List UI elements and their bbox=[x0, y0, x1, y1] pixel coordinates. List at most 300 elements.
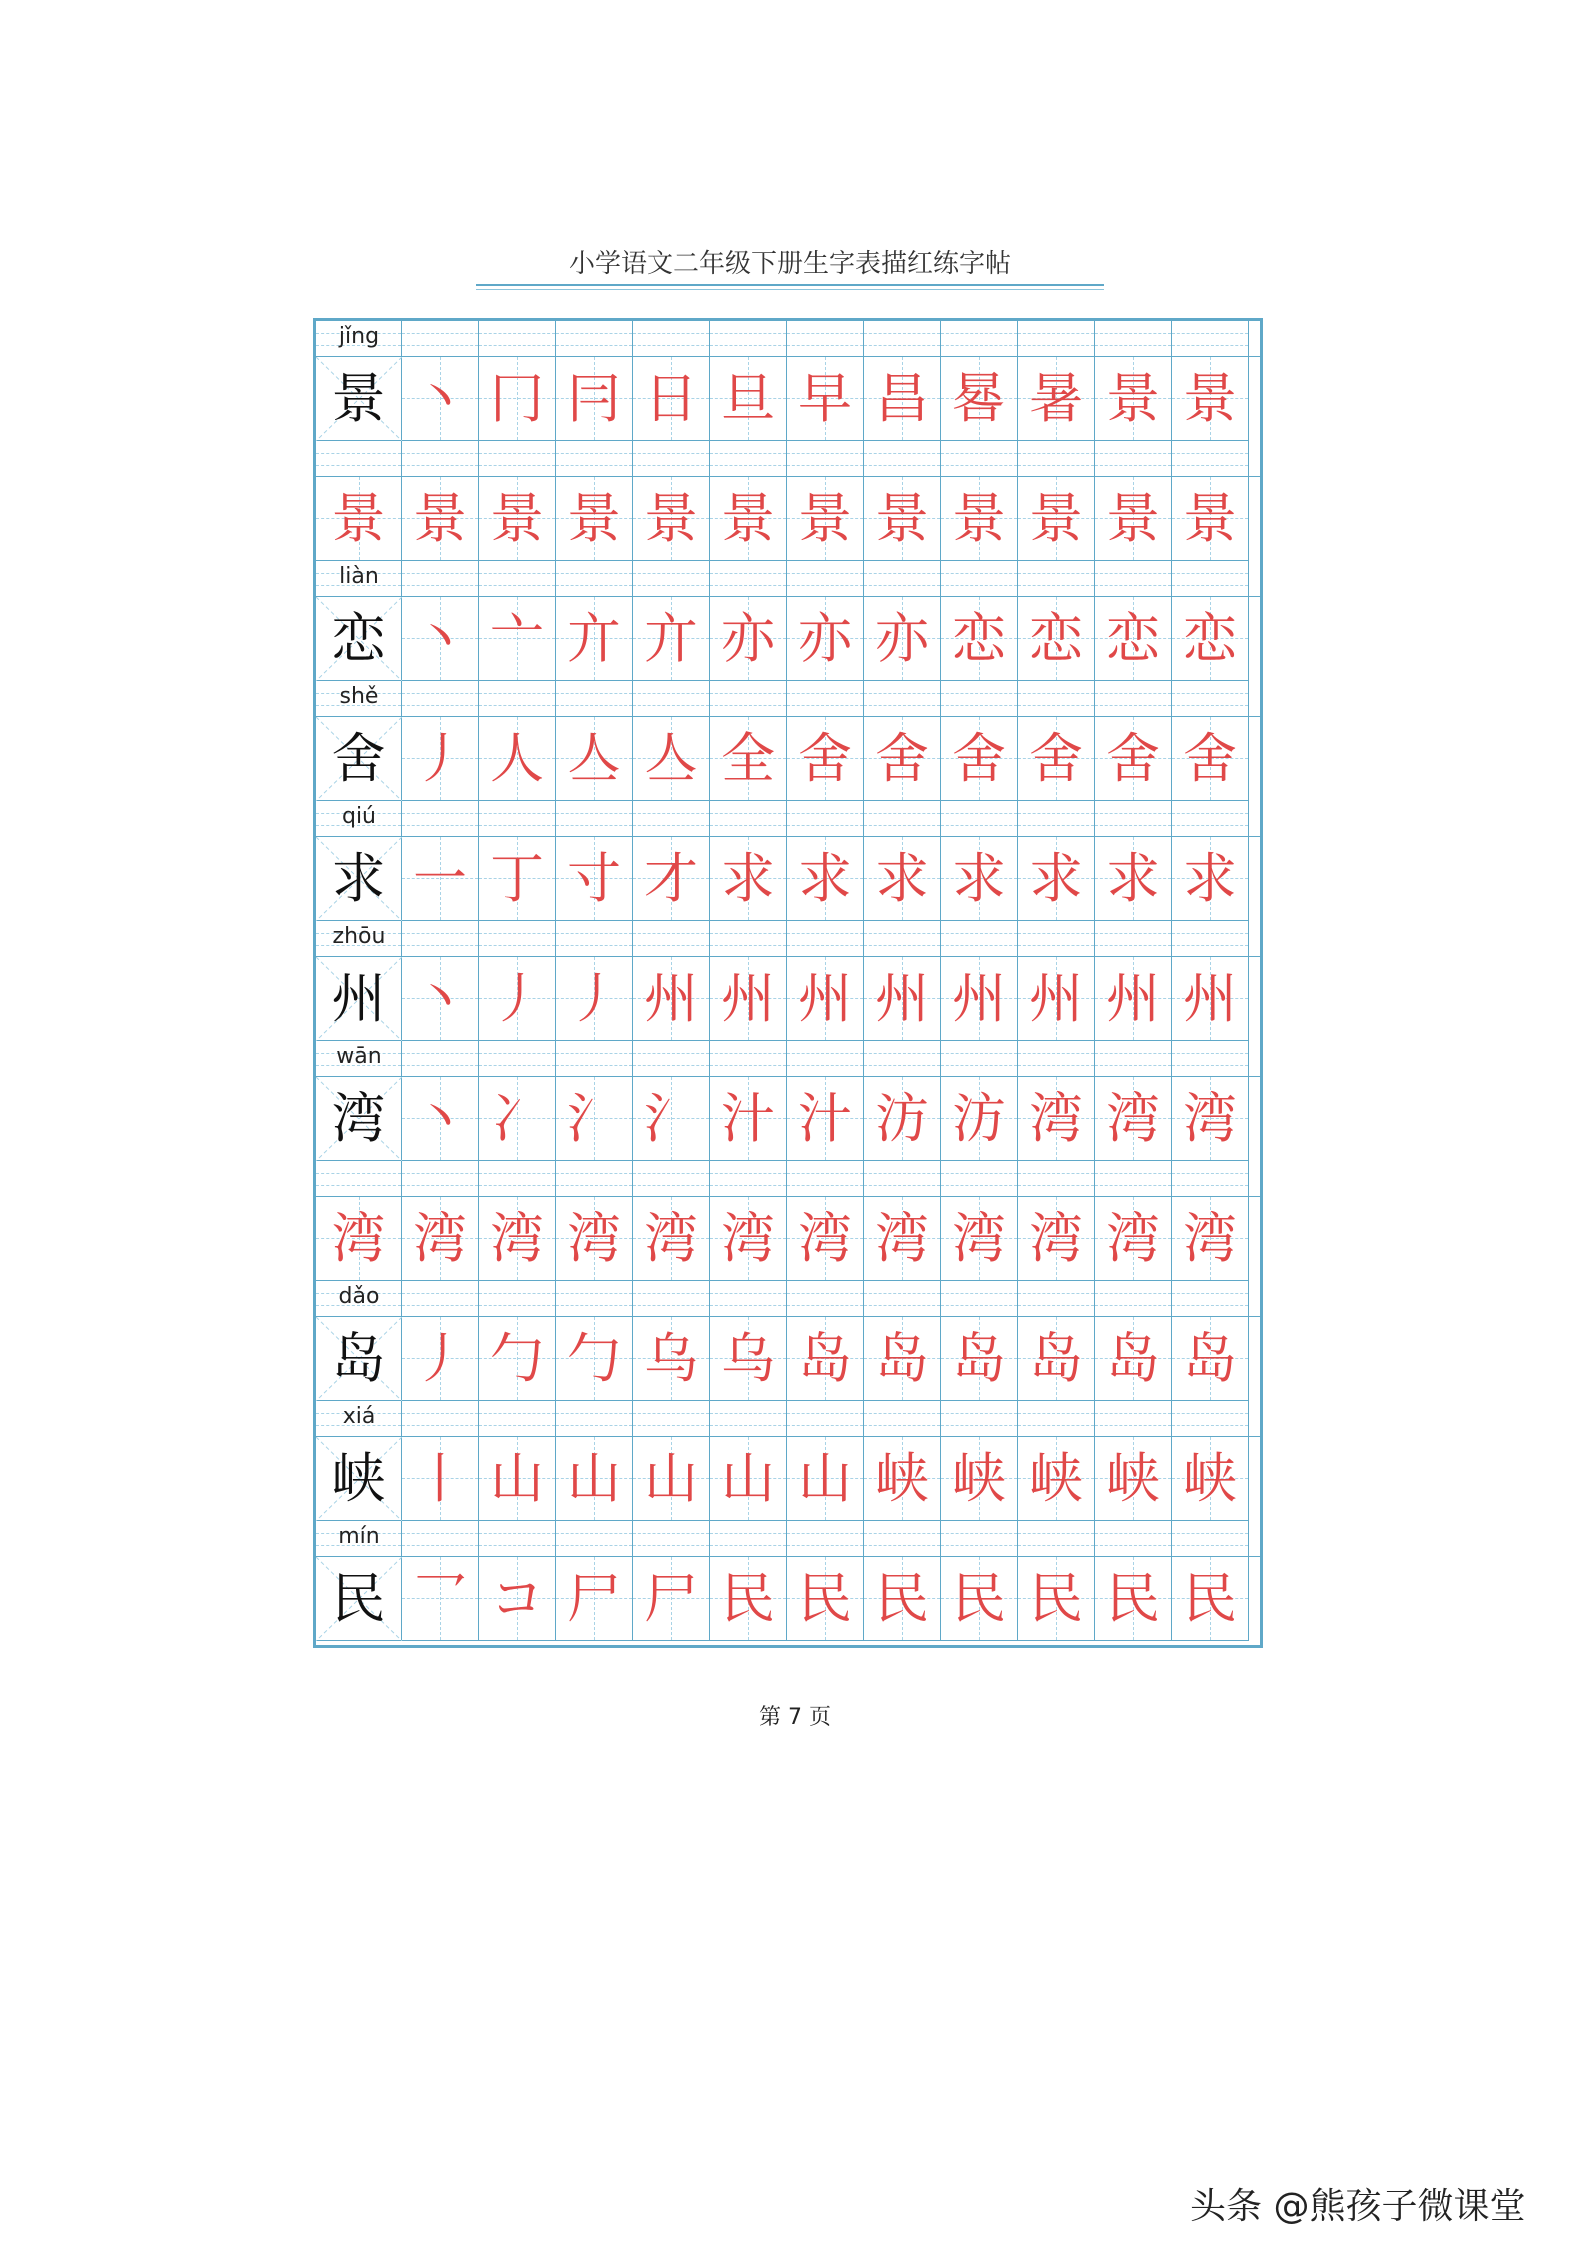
trace-character: 冃 bbox=[567, 367, 621, 430]
practice-row bbox=[316, 1521, 1260, 1641]
pinyin-band bbox=[316, 1161, 1260, 1197]
trace-character-cell bbox=[941, 1197, 1018, 1281]
trace-character-cell bbox=[941, 357, 1018, 441]
trace-character: 峡 bbox=[875, 1447, 929, 1510]
practice-row bbox=[316, 441, 1260, 561]
model-character-cell bbox=[316, 1317, 402, 1401]
trace-character: 山 bbox=[490, 1447, 544, 1510]
trace-character-cell bbox=[710, 1077, 787, 1161]
trace-character: 丿 bbox=[413, 1327, 467, 1390]
trace-character-cell bbox=[941, 837, 1018, 921]
trace-character: 州 bbox=[644, 967, 698, 1030]
trace-character-cell bbox=[710, 837, 787, 921]
trace-character-cell bbox=[402, 957, 479, 1041]
trace-character: 尸 bbox=[567, 1567, 621, 1630]
trace-character: 亦 bbox=[798, 607, 852, 670]
trace-character-cell bbox=[710, 597, 787, 681]
trace-character-cell bbox=[479, 597, 556, 681]
trace-character: 舍 bbox=[1029, 727, 1083, 790]
trace-character: 湾 bbox=[875, 1207, 929, 1270]
trace-character: 湾 bbox=[1183, 1087, 1237, 1150]
trace-character: 昌 bbox=[875, 367, 929, 430]
trace-character: 汁 bbox=[798, 1087, 852, 1150]
trace-character-cell bbox=[864, 837, 941, 921]
trace-character: 丶 bbox=[413, 1087, 467, 1150]
model-character-cell bbox=[316, 1437, 402, 1521]
trace-character: 湾 bbox=[1106, 1207, 1160, 1270]
trace-character-cell bbox=[402, 1197, 479, 1281]
model-character-cell bbox=[316, 1197, 402, 1281]
trace-character-cell bbox=[479, 477, 556, 561]
trace-character-cell bbox=[1172, 1077, 1249, 1161]
trace-character-cell bbox=[1172, 357, 1249, 441]
trace-character: 旦 bbox=[721, 367, 775, 430]
trace-character: 恋 bbox=[1029, 607, 1083, 670]
trace-character-cell bbox=[1095, 1437, 1172, 1521]
pinyin-label: xiá bbox=[342, 1404, 376, 1429]
trace-character: 湾 bbox=[331, 1207, 386, 1270]
trace-character: 汸 bbox=[952, 1087, 1006, 1150]
trace-character: 湾 bbox=[1183, 1207, 1237, 1270]
trace-character: 勹 bbox=[490, 1327, 544, 1390]
practice-row bbox=[316, 681, 1260, 801]
trace-character: 景 bbox=[875, 487, 929, 550]
trace-character-cell bbox=[1172, 1317, 1249, 1401]
trace-character: 早 bbox=[798, 367, 852, 430]
trace-character: 乌 bbox=[721, 1327, 775, 1390]
trace-character: 景 bbox=[952, 487, 1006, 550]
practice-row bbox=[316, 1161, 1260, 1281]
trace-character: 湾 bbox=[721, 1207, 775, 1270]
trace-character: 亼 bbox=[567, 727, 621, 790]
trace-character-cell bbox=[633, 597, 710, 681]
trace-character-cell bbox=[710, 357, 787, 441]
trace-character: 景 bbox=[331, 487, 386, 550]
model-character-cell bbox=[316, 477, 402, 561]
pinyin-band bbox=[316, 321, 1260, 357]
model-character-cell bbox=[316, 1077, 402, 1161]
pinyin-band bbox=[316, 801, 1260, 837]
trace-character: 求 bbox=[875, 847, 929, 910]
trace-character-cell bbox=[556, 1557, 633, 1641]
trace-character-cell bbox=[787, 1317, 864, 1401]
trace-character-cell bbox=[941, 1557, 1018, 1641]
trace-character-cell bbox=[402, 1557, 479, 1641]
trace-character-cell bbox=[402, 357, 479, 441]
trace-character-cell bbox=[1172, 1197, 1249, 1281]
trace-character-cell bbox=[864, 597, 941, 681]
trace-character: 峡 bbox=[1106, 1447, 1160, 1510]
trace-character-cell bbox=[787, 477, 864, 561]
trace-character: 湾 bbox=[798, 1207, 852, 1270]
trace-character-cell bbox=[402, 477, 479, 561]
trace-character: 丿 bbox=[567, 967, 621, 1030]
trace-character: 山 bbox=[567, 1447, 621, 1510]
trace-character-cell bbox=[864, 1557, 941, 1641]
trace-character-cell bbox=[479, 1197, 556, 1281]
trace-character-cell bbox=[633, 1077, 710, 1161]
trace-character-cell bbox=[1172, 957, 1249, 1041]
trace-character: 全 bbox=[721, 727, 775, 790]
trace-character-cell bbox=[1018, 1437, 1095, 1521]
trace-character-cell bbox=[787, 1197, 864, 1281]
trace-character-cell bbox=[1172, 1557, 1249, 1641]
trace-character-cell bbox=[633, 1317, 710, 1401]
trace-character: 湾 bbox=[1029, 1207, 1083, 1270]
trace-character: 乌 bbox=[644, 1327, 698, 1390]
trace-character-cell bbox=[1095, 597, 1172, 681]
trace-character: 舍 bbox=[1183, 727, 1237, 790]
trace-character-cell bbox=[556, 597, 633, 681]
trace-character-cell bbox=[710, 1557, 787, 1641]
trace-character: 州 bbox=[952, 967, 1006, 1030]
trace-character-cell bbox=[479, 357, 556, 441]
trace-character: 勹 bbox=[567, 1327, 621, 1390]
trace-character-cell bbox=[1018, 717, 1095, 801]
trace-character: 景 bbox=[567, 487, 621, 550]
pinyin-band bbox=[316, 1401, 1260, 1437]
trace-character: 人 bbox=[490, 727, 544, 790]
pinyin-label: wān bbox=[336, 1044, 382, 1069]
trace-character: 丿 bbox=[413, 727, 467, 790]
trace-character-cell bbox=[1095, 1077, 1172, 1161]
trace-character-cell bbox=[941, 1077, 1018, 1161]
trace-character: 民 bbox=[798, 1567, 852, 1630]
trace-character-cell bbox=[1172, 837, 1249, 921]
practice-sheet bbox=[313, 318, 1263, 1648]
trace-character: 舍 bbox=[798, 727, 852, 790]
trace-character-cell bbox=[479, 1437, 556, 1521]
trace-character: 舍 bbox=[875, 727, 929, 790]
model-character-cell bbox=[316, 837, 402, 921]
trace-character-cell bbox=[1018, 1077, 1095, 1161]
trace-character-cell bbox=[479, 717, 556, 801]
pinyin-band bbox=[316, 1521, 1260, 1557]
trace-character: 景 bbox=[413, 487, 467, 550]
trace-character-cell bbox=[479, 837, 556, 921]
trace-character-cell bbox=[941, 1317, 1018, 1401]
trace-character-cell bbox=[402, 1317, 479, 1401]
trace-character-cell bbox=[710, 957, 787, 1041]
title-rule bbox=[476, 284, 1104, 286]
trace-character-cell bbox=[864, 1437, 941, 1521]
trace-character-cell bbox=[633, 477, 710, 561]
trace-character: 亼 bbox=[644, 727, 698, 790]
trace-character: 丶 bbox=[413, 367, 467, 430]
practice-row bbox=[316, 801, 1260, 921]
trace-character: 乛 bbox=[413, 1567, 467, 1630]
trace-character-cell bbox=[787, 1437, 864, 1521]
practice-row bbox=[316, 561, 1260, 681]
pinyin-label: mín bbox=[338, 1524, 380, 1549]
trace-character: 州 bbox=[1029, 967, 1083, 1030]
model-character: 湾 bbox=[331, 1087, 386, 1150]
model-character-cell bbox=[316, 357, 402, 441]
trace-character-cell bbox=[633, 1197, 710, 1281]
trace-character-cell bbox=[787, 837, 864, 921]
trace-character: 湾 bbox=[644, 1207, 698, 1270]
pinyin-band bbox=[316, 441, 1260, 477]
trace-character-cell bbox=[556, 717, 633, 801]
trace-character: 景 bbox=[644, 487, 698, 550]
trace-character: 峡 bbox=[952, 1447, 1006, 1510]
model-character: 民 bbox=[331, 1567, 386, 1630]
trace-character: 州 bbox=[721, 967, 775, 1030]
trace-character: 尸 bbox=[644, 1567, 698, 1630]
trace-character: 民 bbox=[875, 1567, 929, 1630]
practice-row bbox=[316, 921, 1260, 1041]
trace-character: 岛 bbox=[798, 1327, 852, 1390]
trace-character-cell bbox=[1095, 1197, 1172, 1281]
trace-character-cell bbox=[710, 1437, 787, 1521]
trace-character-cell bbox=[710, 717, 787, 801]
trace-character: 湾 bbox=[490, 1207, 544, 1270]
trace-character-cell bbox=[633, 357, 710, 441]
trace-character-cell bbox=[1018, 837, 1095, 921]
trace-character: 亦 bbox=[721, 607, 775, 670]
trace-character-cell bbox=[864, 477, 941, 561]
trace-character-cell bbox=[864, 1197, 941, 1281]
trace-character: 求 bbox=[1183, 847, 1237, 910]
trace-character: 州 bbox=[1183, 967, 1237, 1030]
trace-character-cell bbox=[556, 1077, 633, 1161]
trace-character: 州 bbox=[875, 967, 929, 1030]
trace-character: 冂 bbox=[490, 367, 544, 430]
trace-character-cell bbox=[864, 357, 941, 441]
trace-character-cell bbox=[1095, 477, 1172, 561]
trace-character: 求 bbox=[952, 847, 1006, 910]
pinyin-label: liàn bbox=[339, 564, 379, 589]
trace-character-cell bbox=[710, 1197, 787, 1281]
practice-row bbox=[316, 1281, 1260, 1401]
trace-character: 求 bbox=[721, 847, 775, 910]
trace-character: 州 bbox=[798, 967, 852, 1030]
trace-character-cell bbox=[402, 717, 479, 801]
trace-character-cell bbox=[710, 477, 787, 561]
model-character-cell bbox=[316, 957, 402, 1041]
trace-character: 氵 bbox=[567, 1087, 621, 1150]
page-title: 小学语文二年级下册生字表描红练字帖 bbox=[568, 249, 1011, 279]
trace-character: 氵 bbox=[644, 1087, 698, 1150]
model-character: 景 bbox=[331, 367, 386, 430]
trace-character: 湾 bbox=[1106, 1087, 1160, 1150]
trace-character-cell bbox=[556, 477, 633, 561]
trace-character: 日 bbox=[644, 367, 698, 430]
trace-character: 求 bbox=[1029, 847, 1083, 910]
pinyin-label: zhōu bbox=[332, 924, 386, 949]
trace-character-cell bbox=[556, 957, 633, 1041]
trace-character-cell bbox=[402, 1437, 479, 1521]
trace-character-cell bbox=[864, 957, 941, 1041]
trace-character-cell bbox=[787, 597, 864, 681]
trace-character: 景 bbox=[721, 487, 775, 550]
pinyin-label: shě bbox=[339, 684, 379, 709]
trace-character: 恋 bbox=[1183, 607, 1237, 670]
trace-character: 丨 bbox=[413, 1447, 467, 1510]
trace-character: 山 bbox=[798, 1447, 852, 1510]
trace-character-cell bbox=[479, 1557, 556, 1641]
trace-character-cell bbox=[1018, 1557, 1095, 1641]
trace-character-cell bbox=[941, 597, 1018, 681]
model-character: 岛 bbox=[331, 1327, 386, 1390]
trace-character-cell bbox=[633, 1437, 710, 1521]
trace-character-cell bbox=[556, 837, 633, 921]
page-number: 第 7 页 bbox=[759, 1705, 831, 1730]
trace-character: 才 bbox=[644, 847, 698, 910]
trace-character: 晷 bbox=[952, 367, 1006, 430]
trace-character: 峡 bbox=[1183, 1447, 1237, 1510]
trace-character: 丶 bbox=[413, 967, 467, 1030]
trace-character: 湾 bbox=[567, 1207, 621, 1270]
trace-character: 亣 bbox=[644, 607, 698, 670]
trace-character-cell bbox=[402, 837, 479, 921]
trace-character: 民 bbox=[1183, 1567, 1237, 1630]
trace-character: 民 bbox=[952, 1567, 1006, 1630]
trace-character-cell bbox=[1018, 1197, 1095, 1281]
trace-character: コ bbox=[490, 1567, 544, 1630]
trace-character-cell bbox=[1095, 837, 1172, 921]
practice-row bbox=[316, 1401, 1260, 1521]
trace-character: 岛 bbox=[952, 1327, 1006, 1390]
trace-character-cell bbox=[864, 1077, 941, 1161]
trace-character: 民 bbox=[1029, 1567, 1083, 1630]
pinyin-label: qiú bbox=[341, 804, 377, 829]
pinyin-band bbox=[316, 921, 1260, 957]
trace-character: 恋 bbox=[1106, 607, 1160, 670]
trace-character-cell bbox=[402, 1077, 479, 1161]
trace-character: 景 bbox=[1106, 367, 1160, 430]
trace-character-cell bbox=[787, 717, 864, 801]
trace-character-cell bbox=[787, 957, 864, 1041]
trace-character: 丶 bbox=[413, 607, 467, 670]
trace-character: 舍 bbox=[952, 727, 1006, 790]
trace-character-cell bbox=[402, 597, 479, 681]
trace-character: 汁 bbox=[721, 1087, 775, 1150]
trace-character-cell bbox=[787, 357, 864, 441]
trace-character-cell bbox=[556, 1317, 633, 1401]
trace-character: 恋 bbox=[952, 607, 1006, 670]
model-character: 峡 bbox=[331, 1447, 386, 1510]
trace-character: 亦 bbox=[875, 607, 929, 670]
trace-character: 民 bbox=[1106, 1567, 1160, 1630]
trace-character-cell bbox=[864, 717, 941, 801]
trace-character: 景 bbox=[490, 487, 544, 550]
trace-character: 求 bbox=[1106, 847, 1160, 910]
trace-character: 寸 bbox=[567, 847, 621, 910]
trace-character-cell bbox=[1095, 1317, 1172, 1401]
model-character-cell bbox=[316, 1557, 402, 1641]
trace-character-cell bbox=[787, 1557, 864, 1641]
trace-character-cell bbox=[1095, 717, 1172, 801]
trace-character-cell bbox=[941, 477, 1018, 561]
trace-character-cell bbox=[556, 1437, 633, 1521]
trace-character: 山 bbox=[721, 1447, 775, 1510]
trace-character-cell bbox=[556, 1197, 633, 1281]
trace-character: 州 bbox=[1106, 967, 1160, 1030]
trace-character: 湾 bbox=[1029, 1087, 1083, 1150]
trace-character: 岛 bbox=[1029, 1327, 1083, 1390]
trace-character-cell bbox=[1018, 957, 1095, 1041]
trace-character-cell bbox=[941, 957, 1018, 1041]
trace-character: 景 bbox=[1183, 487, 1237, 550]
pinyin-band bbox=[316, 1281, 1260, 1317]
trace-character-cell bbox=[1018, 597, 1095, 681]
trace-character: 岛 bbox=[875, 1327, 929, 1390]
model-character-cell bbox=[316, 717, 402, 801]
trace-character-cell bbox=[1172, 477, 1249, 561]
pinyin-label: dǎo bbox=[338, 1284, 380, 1309]
trace-character: 景 bbox=[1029, 487, 1083, 550]
trace-character-cell bbox=[1172, 717, 1249, 801]
trace-character-cell bbox=[1172, 1437, 1249, 1521]
trace-character: 景 bbox=[1183, 367, 1237, 430]
pinyin-band bbox=[316, 681, 1260, 717]
trace-character-cell bbox=[1095, 357, 1172, 441]
model-character: 舍 bbox=[331, 727, 386, 790]
trace-character: 民 bbox=[721, 1567, 775, 1630]
pinyin-label: jǐng bbox=[338, 324, 380, 349]
trace-character: 峡 bbox=[1029, 1447, 1083, 1510]
trace-character-cell bbox=[864, 1317, 941, 1401]
trace-character: 一 bbox=[413, 847, 467, 910]
watermark: 头条 @熊孩子微课堂 bbox=[1190, 2186, 1526, 2227]
trace-character-cell bbox=[1018, 477, 1095, 561]
trace-character-cell bbox=[1172, 597, 1249, 681]
pinyin-band bbox=[316, 1041, 1260, 1077]
trace-character: 汸 bbox=[875, 1087, 929, 1150]
trace-character: 丁 bbox=[490, 847, 544, 910]
model-character: 恋 bbox=[331, 607, 386, 670]
trace-character-cell bbox=[633, 837, 710, 921]
trace-character: 景 bbox=[798, 487, 852, 550]
trace-character: 求 bbox=[798, 847, 852, 910]
trace-character-cell bbox=[633, 717, 710, 801]
model-character: 州 bbox=[331, 967, 386, 1030]
trace-character-cell bbox=[1018, 1317, 1095, 1401]
trace-character: 湾 bbox=[952, 1207, 1006, 1270]
trace-character: 冫 bbox=[490, 1087, 544, 1150]
trace-character: 丿 bbox=[490, 967, 544, 1030]
trace-character: 暑 bbox=[1029, 367, 1083, 430]
trace-character-cell bbox=[479, 1077, 556, 1161]
trace-character: 亣 bbox=[567, 607, 621, 670]
trace-character-cell bbox=[787, 1077, 864, 1161]
trace-character: 湾 bbox=[413, 1207, 467, 1270]
title-rule bbox=[476, 289, 1104, 290]
trace-character-cell bbox=[1095, 1557, 1172, 1641]
trace-character-cell bbox=[941, 717, 1018, 801]
practice-row bbox=[316, 1041, 1260, 1161]
trace-character: 岛 bbox=[1183, 1327, 1237, 1390]
trace-character: 岛 bbox=[1106, 1327, 1160, 1390]
trace-character-cell bbox=[479, 957, 556, 1041]
trace-character-cell bbox=[633, 1557, 710, 1641]
model-character: 求 bbox=[331, 847, 386, 910]
practice-row bbox=[316, 321, 1260, 441]
trace-character-cell bbox=[941, 1437, 1018, 1521]
model-character-cell bbox=[316, 597, 402, 681]
trace-character-cell bbox=[633, 957, 710, 1041]
trace-character: 山 bbox=[644, 1447, 698, 1510]
trace-character-cell bbox=[479, 1317, 556, 1401]
trace-character: 舍 bbox=[1106, 727, 1160, 790]
trace-character: 亠 bbox=[490, 607, 544, 670]
trace-character-cell bbox=[710, 1317, 787, 1401]
trace-character-cell bbox=[556, 357, 633, 441]
trace-character-cell bbox=[1018, 357, 1095, 441]
trace-character: 景 bbox=[1106, 487, 1160, 550]
pinyin-band bbox=[316, 561, 1260, 597]
